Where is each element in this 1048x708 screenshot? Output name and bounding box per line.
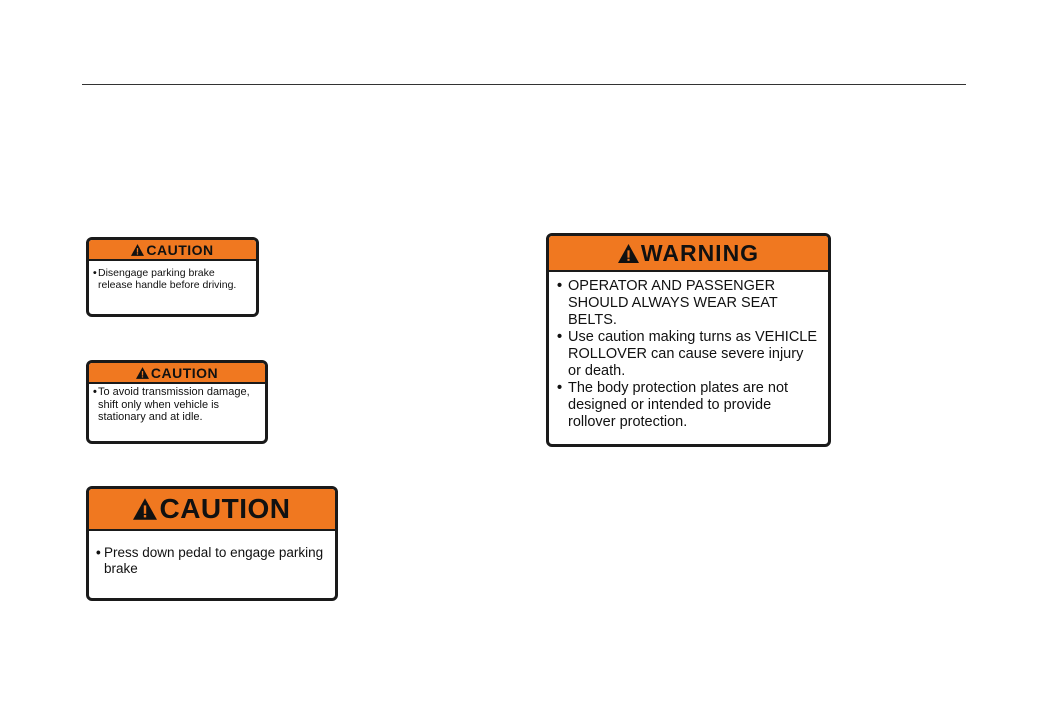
bullet-icon: • bbox=[93, 386, 97, 398]
list-item: • To avoid transmission damage, shift only when vehicle is stationary and at idle. bbox=[93, 386, 250, 423]
bullet-icon: • bbox=[557, 380, 563, 396]
bullet-icon: • bbox=[93, 267, 97, 279]
list-item: • OPERATOR AND PASSENGER SHOULD ALWAYS WEAR SEAT BELTS. bbox=[557, 278, 778, 328]
list-item: • Use caution making turns as VEHICLE ROLLOVER can cause severe injury or death. bbox=[557, 329, 818, 379]
warning-triangle-icon bbox=[136, 367, 149, 379]
caution-header bbox=[89, 240, 256, 261]
page-header-rule bbox=[82, 84, 966, 85]
warning-triangle-icon bbox=[131, 244, 144, 256]
bullet-icon: • bbox=[557, 329, 563, 345]
caution-label-transmission bbox=[86, 360, 268, 444]
caution-body bbox=[89, 531, 335, 577]
warning-header-text: WARNING bbox=[640, 239, 760, 266]
caution-label-parking-brake-release bbox=[86, 237, 259, 317]
list-item: • Press down pedal to engage parking brake bbox=[96, 545, 324, 576]
warning-triangle-icon bbox=[618, 244, 639, 263]
caution-header bbox=[89, 489, 335, 531]
caution-label-parking-brake-engage bbox=[86, 486, 338, 601]
bullet-icon: • bbox=[557, 278, 563, 294]
caution-header-text: CAUTION bbox=[159, 493, 291, 524]
warning-body bbox=[549, 272, 828, 431]
list-item: • Disengage parking brake release handle before driving. bbox=[93, 267, 237, 291]
warning-label-rollover bbox=[546, 233, 831, 447]
list-item: • The body protection plates are not designed or intended to provide rollover protection. bbox=[557, 380, 789, 430]
warning-header bbox=[549, 236, 828, 272]
bullet-icon: • bbox=[96, 545, 101, 560]
caution-header bbox=[89, 363, 265, 384]
caution-header-text: CAUTION bbox=[146, 241, 214, 258]
caution-body bbox=[89, 384, 265, 424]
warning-triangle-icon bbox=[133, 498, 157, 520]
caution-body bbox=[89, 261, 256, 291]
caution-header-text: CAUTION bbox=[150, 364, 219, 381]
